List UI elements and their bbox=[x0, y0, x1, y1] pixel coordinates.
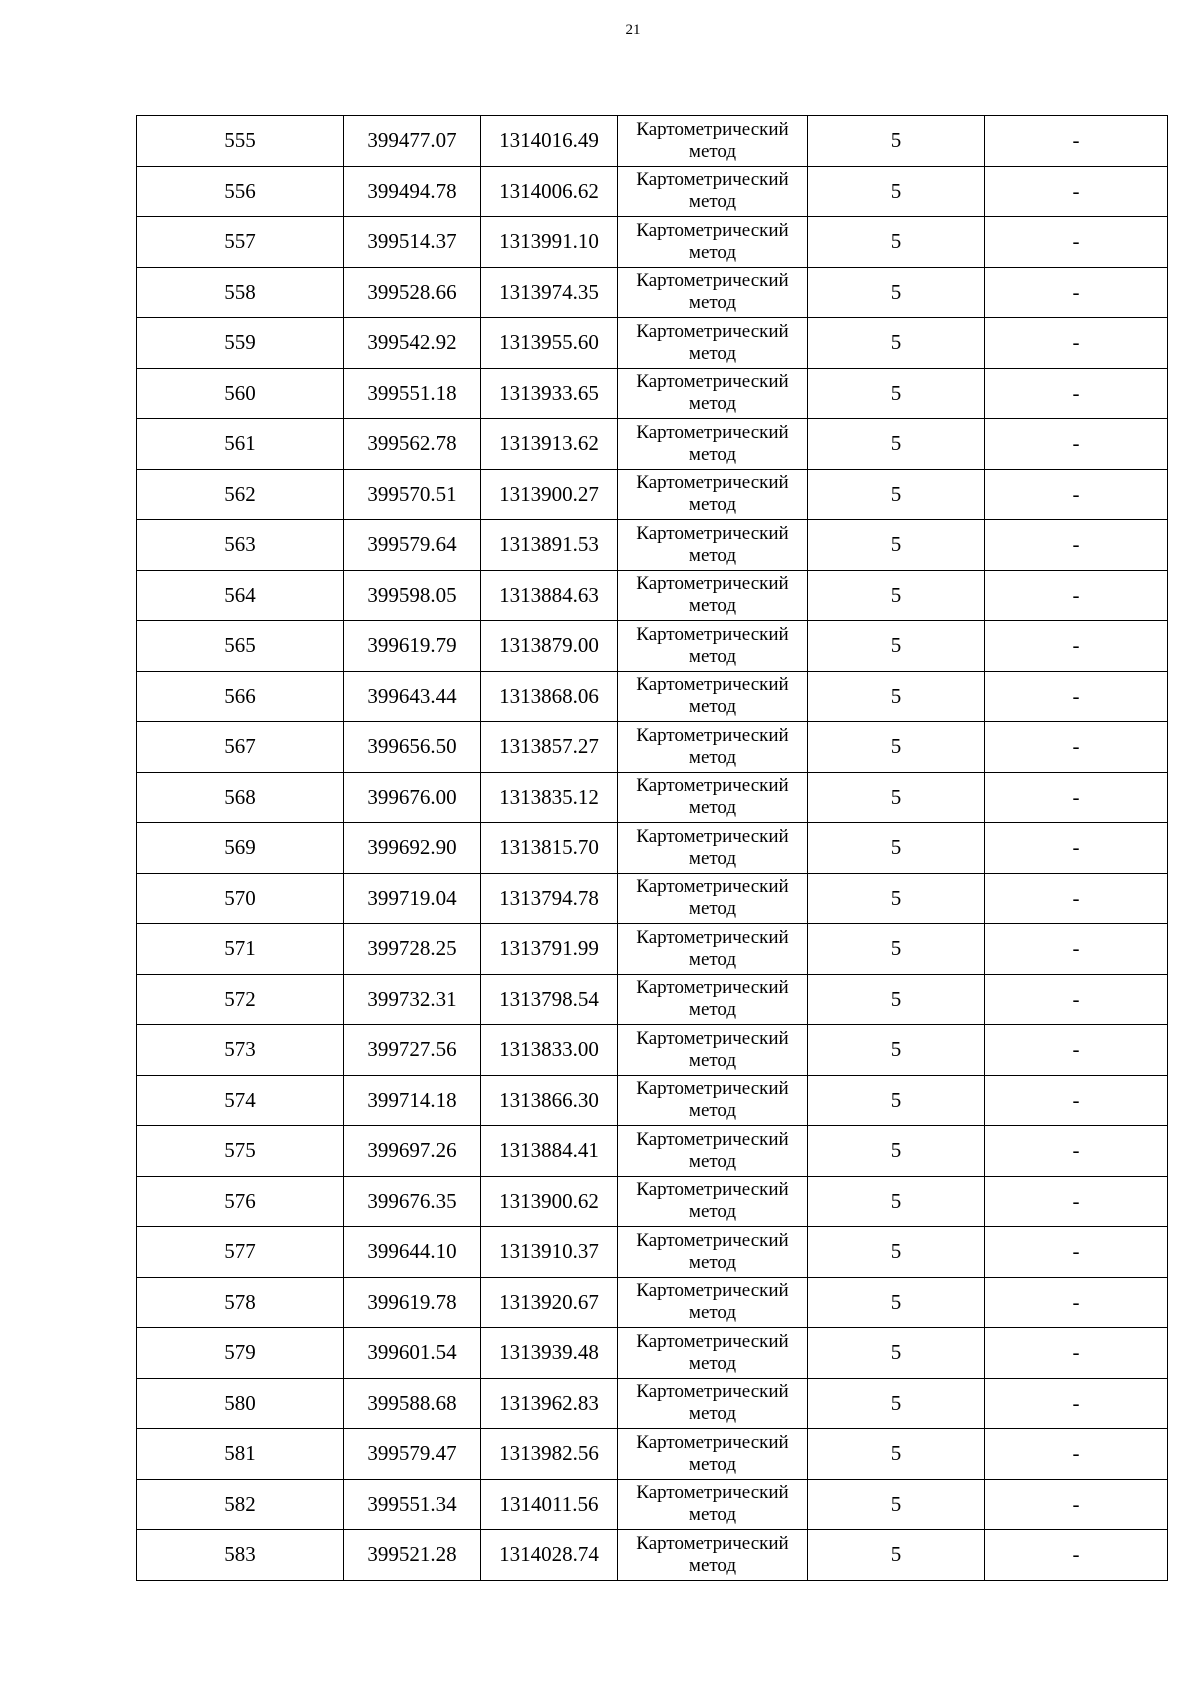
accuracy-cell: 5 bbox=[808, 772, 985, 823]
method-cell: Картометрический метод bbox=[618, 772, 808, 823]
table-row bbox=[137, 1479, 1168, 1530]
method-cell: Картометрический метод bbox=[618, 873, 808, 924]
point-number-cell: 562 bbox=[137, 469, 344, 520]
point-number-cell: 556 bbox=[137, 166, 344, 217]
table-row bbox=[137, 520, 1168, 571]
method-cell: Картометрический метод bbox=[618, 469, 808, 520]
y-coordinate-cell: 1313982.56 bbox=[481, 1429, 618, 1480]
x-coordinate-cell: 399521.28 bbox=[344, 1530, 481, 1581]
point-number-cell: 575 bbox=[137, 1126, 344, 1177]
note-cell: - bbox=[985, 368, 1168, 419]
accuracy-cell: 5 bbox=[808, 116, 985, 167]
method-cell: Картометрический метод bbox=[618, 671, 808, 722]
y-coordinate-cell: 1313920.67 bbox=[481, 1277, 618, 1328]
note-cell: - bbox=[985, 1126, 1168, 1177]
note-cell: - bbox=[985, 621, 1168, 672]
point-number-cell: 579 bbox=[137, 1328, 344, 1379]
method-cell: Картометрический метод bbox=[618, 823, 808, 874]
method-cell: Картометрический метод bbox=[618, 1075, 808, 1126]
y-coordinate-cell: 1314016.49 bbox=[481, 116, 618, 167]
method-cell: Картометрический метод bbox=[618, 1530, 808, 1581]
x-coordinate-cell: 399579.64 bbox=[344, 520, 481, 571]
accuracy-cell: 5 bbox=[808, 823, 985, 874]
y-coordinate-cell: 1313791.99 bbox=[481, 924, 618, 975]
point-number-cell: 559 bbox=[137, 318, 344, 369]
point-number-cell: 555 bbox=[137, 116, 344, 167]
accuracy-cell: 5 bbox=[808, 368, 985, 419]
x-coordinate-cell: 399676.35 bbox=[344, 1176, 481, 1227]
method-cell: Картометрический метод bbox=[618, 419, 808, 470]
method-cell: Картометрический метод bbox=[618, 1227, 808, 1278]
x-coordinate-cell: 399551.34 bbox=[344, 1479, 481, 1530]
accuracy-cell: 5 bbox=[808, 267, 985, 318]
y-coordinate-cell: 1314006.62 bbox=[481, 166, 618, 217]
note-cell: - bbox=[985, 1378, 1168, 1429]
accuracy-cell: 5 bbox=[808, 1328, 985, 1379]
x-coordinate-cell: 399542.92 bbox=[344, 318, 481, 369]
accuracy-cell: 5 bbox=[808, 166, 985, 217]
y-coordinate-cell: 1313833.00 bbox=[481, 1025, 618, 1076]
table-row bbox=[137, 166, 1168, 217]
x-coordinate-cell: 399727.56 bbox=[344, 1025, 481, 1076]
y-coordinate-cell: 1313913.62 bbox=[481, 419, 618, 470]
method-cell: Картометрический метод bbox=[618, 924, 808, 975]
table-row bbox=[137, 116, 1168, 167]
x-coordinate-cell: 399719.04 bbox=[344, 873, 481, 924]
accuracy-cell: 5 bbox=[808, 1429, 985, 1480]
table-row bbox=[137, 671, 1168, 722]
y-coordinate-cell: 1313955.60 bbox=[481, 318, 618, 369]
y-coordinate-cell: 1313974.35 bbox=[481, 267, 618, 318]
accuracy-cell: 5 bbox=[808, 974, 985, 1025]
x-coordinate-cell: 399601.54 bbox=[344, 1328, 481, 1379]
y-coordinate-cell: 1313879.00 bbox=[481, 621, 618, 672]
note-cell: - bbox=[985, 1429, 1168, 1480]
method-cell: Картометрический метод bbox=[618, 318, 808, 369]
table-row bbox=[137, 621, 1168, 672]
note-cell: - bbox=[985, 1277, 1168, 1328]
y-coordinate-cell: 1313910.37 bbox=[481, 1227, 618, 1278]
accuracy-cell: 5 bbox=[808, 722, 985, 773]
method-cell: Картометрический метод bbox=[618, 116, 808, 167]
accuracy-cell: 5 bbox=[808, 1277, 985, 1328]
y-coordinate-cell: 1313866.30 bbox=[481, 1075, 618, 1126]
table-row bbox=[137, 873, 1168, 924]
method-cell: Картометрический метод bbox=[618, 1126, 808, 1177]
accuracy-cell: 5 bbox=[808, 469, 985, 520]
y-coordinate-cell: 1313798.54 bbox=[481, 974, 618, 1025]
table-row bbox=[137, 267, 1168, 318]
accuracy-cell: 5 bbox=[808, 621, 985, 672]
accuracy-cell: 5 bbox=[808, 1227, 985, 1278]
method-cell: Картометрический метод bbox=[618, 166, 808, 217]
method-cell: Картометрический метод bbox=[618, 974, 808, 1025]
method-cell: Картометрический метод bbox=[618, 1328, 808, 1379]
table-row bbox=[137, 924, 1168, 975]
point-number-cell: 569 bbox=[137, 823, 344, 874]
point-number-cell: 576 bbox=[137, 1176, 344, 1227]
point-number-cell: 578 bbox=[137, 1277, 344, 1328]
point-number-cell: 566 bbox=[137, 671, 344, 722]
method-cell: Картометрический метод bbox=[618, 1429, 808, 1480]
y-coordinate-cell: 1313794.78 bbox=[481, 873, 618, 924]
point-number-cell: 581 bbox=[137, 1429, 344, 1480]
x-coordinate-cell: 399697.26 bbox=[344, 1126, 481, 1177]
point-number-cell: 558 bbox=[137, 267, 344, 318]
accuracy-cell: 5 bbox=[808, 520, 985, 571]
accuracy-cell: 5 bbox=[808, 1025, 985, 1076]
note-cell: - bbox=[985, 772, 1168, 823]
y-coordinate-cell: 1313991.10 bbox=[481, 217, 618, 268]
table-row bbox=[137, 1378, 1168, 1429]
accuracy-cell: 5 bbox=[808, 217, 985, 268]
y-coordinate-cell: 1314028.74 bbox=[481, 1530, 618, 1581]
note-cell: - bbox=[985, 1025, 1168, 1076]
method-cell: Картометрический метод bbox=[618, 621, 808, 672]
point-number-cell: 565 bbox=[137, 621, 344, 672]
accuracy-cell: 5 bbox=[808, 924, 985, 975]
table-row bbox=[137, 469, 1168, 520]
x-coordinate-cell: 399619.78 bbox=[344, 1277, 481, 1328]
x-coordinate-cell: 399570.51 bbox=[344, 469, 481, 520]
note-cell: - bbox=[985, 217, 1168, 268]
coordinates-table-body bbox=[137, 116, 1168, 1581]
point-number-cell: 572 bbox=[137, 974, 344, 1025]
y-coordinate-cell: 1313857.27 bbox=[481, 722, 618, 773]
accuracy-cell: 5 bbox=[808, 1530, 985, 1581]
x-coordinate-cell: 399714.18 bbox=[344, 1075, 481, 1126]
y-coordinate-cell: 1313933.65 bbox=[481, 368, 618, 419]
accuracy-cell: 5 bbox=[808, 671, 985, 722]
note-cell: - bbox=[985, 823, 1168, 874]
y-coordinate-cell: 1314011.56 bbox=[481, 1479, 618, 1530]
x-coordinate-cell: 399494.78 bbox=[344, 166, 481, 217]
table-row bbox=[137, 1429, 1168, 1480]
point-number-cell: 570 bbox=[137, 873, 344, 924]
note-cell: - bbox=[985, 924, 1168, 975]
method-cell: Картометрический метод bbox=[618, 1176, 808, 1227]
x-coordinate-cell: 399579.47 bbox=[344, 1429, 481, 1480]
note-cell: - bbox=[985, 1227, 1168, 1278]
note-cell: - bbox=[985, 1176, 1168, 1227]
method-cell: Картометрический метод bbox=[618, 368, 808, 419]
note-cell: - bbox=[985, 671, 1168, 722]
point-number-cell: 568 bbox=[137, 772, 344, 823]
accuracy-cell: 5 bbox=[808, 419, 985, 470]
y-coordinate-cell: 1313835.12 bbox=[481, 772, 618, 823]
note-cell: - bbox=[985, 116, 1168, 167]
x-coordinate-cell: 399732.31 bbox=[344, 974, 481, 1025]
point-number-cell: 563 bbox=[137, 520, 344, 571]
y-coordinate-cell: 1313815.70 bbox=[481, 823, 618, 874]
y-coordinate-cell: 1313884.41 bbox=[481, 1126, 618, 1177]
accuracy-cell: 5 bbox=[808, 873, 985, 924]
point-number-cell: 560 bbox=[137, 368, 344, 419]
table-row bbox=[137, 419, 1168, 470]
y-coordinate-cell: 1313884.63 bbox=[481, 570, 618, 621]
x-coordinate-cell: 399656.50 bbox=[344, 722, 481, 773]
table-row bbox=[137, 1176, 1168, 1227]
table-row bbox=[137, 1328, 1168, 1379]
x-coordinate-cell: 399528.66 bbox=[344, 267, 481, 318]
table-row bbox=[137, 772, 1168, 823]
accuracy-cell: 5 bbox=[808, 1479, 985, 1530]
table-row bbox=[137, 318, 1168, 369]
point-number-cell: 561 bbox=[137, 419, 344, 470]
x-coordinate-cell: 399619.79 bbox=[344, 621, 481, 672]
x-coordinate-cell: 399644.10 bbox=[344, 1227, 481, 1278]
method-cell: Картометрический метод bbox=[618, 1277, 808, 1328]
x-coordinate-cell: 399514.37 bbox=[344, 217, 481, 268]
note-cell: - bbox=[985, 419, 1168, 470]
method-cell: Картометрический метод bbox=[618, 1378, 808, 1429]
point-number-cell: 564 bbox=[137, 570, 344, 621]
method-cell: Картометрический метод bbox=[618, 1479, 808, 1530]
table-row bbox=[137, 570, 1168, 621]
method-cell: Картометрический метод bbox=[618, 267, 808, 318]
page-number: 21 bbox=[625, 22, 641, 38]
note-cell: - bbox=[985, 318, 1168, 369]
accuracy-cell: 5 bbox=[808, 1075, 985, 1126]
y-coordinate-cell: 1313962.83 bbox=[481, 1378, 618, 1429]
note-cell: - bbox=[985, 469, 1168, 520]
table-row bbox=[137, 974, 1168, 1025]
table-row bbox=[137, 217, 1168, 268]
point-number-cell: 557 bbox=[137, 217, 344, 268]
accuracy-cell: 5 bbox=[808, 1176, 985, 1227]
note-cell: - bbox=[985, 1530, 1168, 1581]
note-cell: - bbox=[985, 570, 1168, 621]
coordinates-table bbox=[136, 115, 1168, 1581]
point-number-cell: 580 bbox=[137, 1378, 344, 1429]
point-number-cell: 577 bbox=[137, 1227, 344, 1278]
x-coordinate-cell: 399598.05 bbox=[344, 570, 481, 621]
method-cell: Картометрический метод bbox=[618, 722, 808, 773]
note-cell: - bbox=[985, 267, 1168, 318]
y-coordinate-cell: 1313891.53 bbox=[481, 520, 618, 571]
table-row bbox=[137, 722, 1168, 773]
point-number-cell: 571 bbox=[137, 924, 344, 975]
point-number-cell: 573 bbox=[137, 1025, 344, 1076]
note-cell: - bbox=[985, 1328, 1168, 1379]
method-cell: Картометрический метод bbox=[618, 217, 808, 268]
x-coordinate-cell: 399692.90 bbox=[344, 823, 481, 874]
point-number-cell: 582 bbox=[137, 1479, 344, 1530]
y-coordinate-cell: 1313900.62 bbox=[481, 1176, 618, 1227]
note-cell: - bbox=[985, 1479, 1168, 1530]
x-coordinate-cell: 399477.07 bbox=[344, 116, 481, 167]
y-coordinate-cell: 1313900.27 bbox=[481, 469, 618, 520]
note-cell: - bbox=[985, 722, 1168, 773]
y-coordinate-cell: 1313868.06 bbox=[481, 671, 618, 722]
accuracy-cell: 5 bbox=[808, 1126, 985, 1177]
x-coordinate-cell: 399562.78 bbox=[344, 419, 481, 470]
note-cell: - bbox=[985, 974, 1168, 1025]
note-cell: - bbox=[985, 166, 1168, 217]
point-number-cell: 583 bbox=[137, 1530, 344, 1581]
x-coordinate-cell: 399728.25 bbox=[344, 924, 481, 975]
table-row bbox=[137, 1227, 1168, 1278]
table-row bbox=[137, 1126, 1168, 1177]
method-cell: Картометрический метод bbox=[618, 520, 808, 571]
table-row bbox=[137, 823, 1168, 874]
method-cell: Картометрический метод bbox=[618, 1025, 808, 1076]
method-cell: Картометрический метод bbox=[618, 570, 808, 621]
table-row bbox=[137, 1277, 1168, 1328]
accuracy-cell: 5 bbox=[808, 318, 985, 369]
y-coordinate-cell: 1313939.48 bbox=[481, 1328, 618, 1379]
point-number-cell: 574 bbox=[137, 1075, 344, 1126]
point-number-cell: 567 bbox=[137, 722, 344, 773]
x-coordinate-cell: 399588.68 bbox=[344, 1378, 481, 1429]
table-row bbox=[137, 1530, 1168, 1581]
table-row bbox=[137, 368, 1168, 419]
accuracy-cell: 5 bbox=[808, 570, 985, 621]
x-coordinate-cell: 399551.18 bbox=[344, 368, 481, 419]
note-cell: - bbox=[985, 1075, 1168, 1126]
accuracy-cell: 5 bbox=[808, 1378, 985, 1429]
x-coordinate-cell: 399676.00 bbox=[344, 772, 481, 823]
x-coordinate-cell: 399643.44 bbox=[344, 671, 481, 722]
note-cell: - bbox=[985, 873, 1168, 924]
table-row bbox=[137, 1075, 1168, 1126]
note-cell: - bbox=[985, 520, 1168, 571]
table-row bbox=[137, 1025, 1168, 1076]
